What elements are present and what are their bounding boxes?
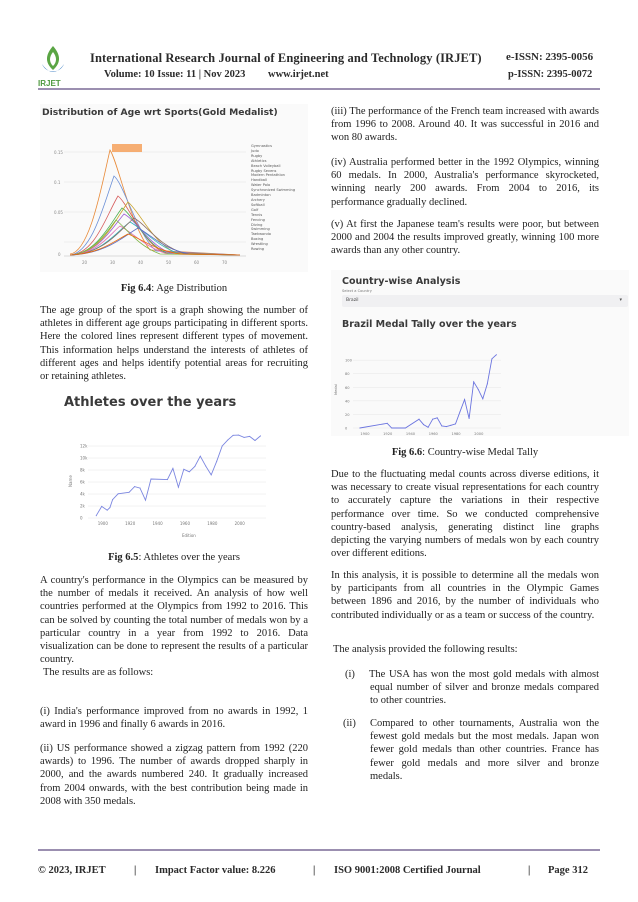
brazil-data-point <box>469 418 470 419</box>
brazil-ytick: 0 <box>345 426 348 431</box>
svg-text:70: 70 <box>222 260 228 265</box>
brazil-data-point <box>387 423 388 424</box>
fig-6-6-caption: Fig 6.6: Country-wise Medal Tally <box>391 447 539 458</box>
paragraph: (iii) The performance of the French team increased with awards from 1996 to 2008. Around 40. It was successful in 2016 and won 80 awards. <box>331 106 599 144</box>
athletes-data-point <box>211 474 212 475</box>
athletes-data-point <box>216 461 217 462</box>
svg-text:30: 30 <box>110 260 116 265</box>
paragraph: Due to the fluctuating medal counts across diverse editions, it was necessary to create visual representations for each country to accurately capture the variations in their respective performance over time. So we conducted comprehensive country-based analysis, generating distinct line graphs depicting the varying numbers of medals won by each country over different editions. <box>331 469 599 560</box>
brazil-data-point <box>437 417 438 418</box>
brazil-data-point <box>428 427 429 428</box>
fig-6-5-xlabel: Edition <box>182 533 196 538</box>
brazil-data-point <box>359 428 360 429</box>
brazil-ytick: 20 <box>345 412 350 417</box>
fig-6-5-ylabel: Name <box>68 475 73 487</box>
legend-item: Swimming <box>251 227 270 232</box>
athletes-ytick: 8k <box>80 467 85 473</box>
athletes-ytick: 4k <box>80 491 85 497</box>
paragraph: The analysis provided the following results: <box>333 644 518 655</box>
list-item: Compared to other tournaments, Australia won the fewest gold medals but the most medals. Japan won fewer gold medals than other countries. France has fewer gold medals and more silver and bronze medals. <box>370 718 599 782</box>
legend-item: Tennis <box>251 212 263 217</box>
athletes-ytick: 0 <box>80 515 83 521</box>
paragraph: The results are as follows: <box>43 667 154 678</box>
brazil-data-point <box>496 354 497 355</box>
brazil-xtick: 1920 <box>383 432 393 436</box>
athletes-data-point <box>249 436 250 437</box>
pissn: p-ISSN: 2395-0072 <box>508 69 593 80</box>
brazil-data-point <box>491 358 492 359</box>
fig-6-5-image <box>40 392 308 542</box>
athletes-data-point <box>150 479 151 480</box>
brazil-xtick: 1900 <box>360 432 370 436</box>
brazil-data-point <box>450 425 451 426</box>
chevron-down-icon: ▾ <box>619 298 622 303</box>
legend-item: Handball <box>251 178 267 183</box>
brazil-data-point <box>419 419 420 420</box>
athletes-data-point <box>183 469 184 470</box>
paragraph: (iv) Australia performed better in the 1992 Olympics, winning 60 medals. In 2000, Australia's performance skyrocketed, winning nearly 200 awards. From 2004 to 2016, its performance gradually declined. <box>331 157 599 208</box>
brazil-data-point <box>391 428 392 429</box>
athletes-data-point <box>129 492 130 493</box>
paragraph: (v) At first the Japanese team's results were poor, but between 2000 and 2004 the results improved greatly, winning 100 more awards than any other country. <box>331 219 599 257</box>
brazil-data-point <box>482 398 483 399</box>
brazil-data-point <box>432 419 433 420</box>
journal-title: International Research Journal of Engineering and Technology (IRJET) <box>90 51 482 65</box>
fig-6-6-chart-title: Brazil Medal Tally over the years <box>342 319 517 330</box>
athletes-data-point <box>233 435 234 436</box>
athletes-data-point <box>244 437 245 438</box>
paragraph: A country's performance in the Olympics can be measured by the number of medals it received. An analysis of how well countries performed at the Olympics from 1992 to 2016. This can be solved by counting the total number of medals won by a particular country in a year from 1992 to 2016. Data visualization can be done to represent the results of a particular country. <box>40 575 308 666</box>
athletes-series-line <box>96 435 260 516</box>
legend-item: Wrestling <box>251 242 268 247</box>
athletes-ytick: 6k <box>80 479 85 485</box>
athletes-xtick: 1960 <box>179 521 191 526</box>
svg-text:0.15: 0.15 <box>54 150 63 155</box>
athletes-xtick: 1980 <box>207 521 218 526</box>
fig-6-6-title: Country-wise Analysis <box>342 276 461 287</box>
irjet-logo <box>38 44 68 84</box>
legend-item: Golf <box>251 207 259 212</box>
brazil-data-point <box>400 428 401 429</box>
footer-separator: | <box>134 865 137 876</box>
list-item-number: (ii) <box>343 718 356 729</box>
brazil-ytick: 40 <box>345 399 350 404</box>
athletes-data-point <box>140 488 141 489</box>
fig-6-4-legend <box>251 144 307 252</box>
brazil-xtick: 1980 <box>451 432 461 436</box>
athletes-data-point <box>255 440 256 441</box>
legend-item: Modern Pentathlon <box>251 173 285 178</box>
brazil-data-point <box>464 399 465 400</box>
website: www.irjet.net <box>268 69 329 80</box>
athletes-data-point <box>172 468 173 469</box>
brazil-ytick: 100 <box>345 358 352 363</box>
country-select-value: Brazil <box>346 298 359 303</box>
brazil-data-point <box>396 428 397 429</box>
brazil-data-point <box>441 425 442 426</box>
footer-copyright: © 2023, IRJET <box>38 865 106 876</box>
legend-item: Fencing <box>251 217 265 222</box>
brazil-xtick: 2000 <box>474 432 484 436</box>
athletes-data-point <box>145 500 146 501</box>
legend-item: Synchronized Swimming <box>251 188 296 193</box>
brazil-data-point <box>423 424 424 425</box>
athletes-data-point <box>205 466 206 467</box>
legend-item: Judo <box>251 148 259 153</box>
paragraph: (i) India's performance improved from no awards in 1992, 1 award in 1996 and finally 6 awards in 2016. <box>40 706 308 731</box>
brazil-data-point <box>446 426 447 427</box>
athletes-xtick: 1920 <box>125 521 136 526</box>
athletes-chart <box>40 392 308 542</box>
fig-6-4-image <box>40 104 308 272</box>
legend-item: Beach Volleyball <box>251 163 281 168</box>
brazil-series-line <box>360 355 497 428</box>
athletes-data-point <box>189 471 190 472</box>
footer-separator: | <box>313 865 316 876</box>
athletes-xtick: 1940 <box>152 521 163 526</box>
svg-text:40: 40 <box>138 260 144 265</box>
legend-item: Boxing <box>251 237 264 242</box>
fig-6-5-caption: Fig 6.5: Athletes over the years <box>108 552 240 563</box>
brazil-data-point <box>455 423 456 424</box>
legend-item: Archery <box>251 197 265 202</box>
brazil-data-point <box>478 389 479 390</box>
athletes-data-point <box>101 506 102 507</box>
legend-item: Badminton <box>251 193 271 198</box>
footer-page: Page 312 <box>548 865 588 876</box>
athletes-xtick: 2000 <box>234 521 245 526</box>
list-item-number: (i) <box>345 669 355 680</box>
logo-text: IRJET <box>38 79 61 88</box>
list-item: The USA has won the most gold medals with almost equal number of silver and bronze medals compared to other countries. <box>369 669 599 707</box>
paragraph: (ii) US performance showed a zigzag pattern from 1992 (220 awards) to 1996. The number of awards dropped sharply in 2000, and the awards numbered 240. It gradually increased from 2004 onwards, with the best contribution being made in 2008 with 350 medals. <box>40 743 308 807</box>
legend-item: Softball <box>251 202 265 207</box>
legend-item: Rugby Sevens <box>251 168 277 173</box>
fig-6-6-ylabel: Medal <box>334 384 338 395</box>
athletes-data-point <box>167 479 168 480</box>
select-label: Select a Country <box>342 289 372 293</box>
legend-item: Diving <box>251 222 263 227</box>
fig-6-6-image <box>331 270 629 436</box>
fig-6-4-title: Distribution of Age wrt Sports(Gold Medalist) <box>42 107 278 118</box>
athletes-data-point <box>227 440 228 441</box>
header-rule <box>38 88 600 90</box>
svg-text:0.1: 0.1 <box>54 180 61 185</box>
athletes-ytick: 10k <box>80 455 88 461</box>
svg-text:50: 50 <box>166 260 172 265</box>
athletes-ytick: 12k <box>80 443 88 449</box>
volume-issue: Volume: 10 Issue: 11 | Nov 2023 <box>104 69 246 80</box>
brazil-medal-chart <box>331 270 629 436</box>
paragraph: In this analysis, it is possible to determine all the medals won by participants from all countries in the Olympic Games between 1896 and 2016, by the number of individuals who contributed individually or as a team or success of the country. <box>331 570 599 621</box>
fig-6-5-title: Athletes over the years <box>64 395 237 410</box>
athletes-data-point <box>260 435 261 436</box>
legend-item: Rugby <box>251 153 263 158</box>
footer-rule <box>38 849 600 851</box>
svg-text:0: 0 <box>58 252 61 257</box>
athletes-data-point <box>222 446 223 447</box>
athletes-data-point <box>107 510 108 511</box>
athletes-data-point <box>194 466 195 467</box>
eissn: e-ISSN: 2395-0056 <box>506 51 594 63</box>
svg-text:0.05: 0.05 <box>54 210 63 215</box>
legend-item: Rowing <box>251 247 265 252</box>
brazil-xtick: 1960 <box>428 432 438 436</box>
brazil-data-point <box>460 411 461 412</box>
brazil-ytick: 60 <box>345 385 350 390</box>
paragraph: The age group of the sport is a graph showing the number of athletes in different age groups participating in different sports. Here the colored lines represent different types of movement. This information helps understand the interests of athletes of different ages and helps identify potential areas for recruiting or retaining athletes. <box>40 305 308 383</box>
brazil-xtick: 1940 <box>405 432 416 436</box>
svg-text:20: 20 <box>82 260 88 265</box>
athletes-data-point <box>109 507 110 508</box>
fig-6-4-caption: Fig 6.4: Age Distribution <box>120 283 228 294</box>
brazil-data-point <box>473 381 474 382</box>
athletes-data-point <box>238 435 239 436</box>
legend-item: Athletics <box>251 158 267 163</box>
footer-iso: ISO 9001:2008 Certified Journal <box>334 865 481 876</box>
athletes-data-point <box>178 487 179 488</box>
athletes-data-point <box>96 515 97 516</box>
athletes-ytick: 2k <box>80 503 85 509</box>
legend-item: Taekwondo <box>251 232 271 237</box>
brazil-ytick: 80 <box>345 372 350 377</box>
athletes-data-point <box>118 493 119 494</box>
footer-impact: Impact Factor value: 8.226 <box>155 865 276 876</box>
athletes-data-point <box>112 499 113 500</box>
brazil-data-point <box>487 383 488 384</box>
legend-item: Water Polo <box>251 183 271 188</box>
athletes-xtick: 1900 <box>97 521 108 526</box>
svg-text:60: 60 <box>194 260 200 265</box>
athletes-data-point <box>134 486 135 487</box>
legend-item: Gymnastics <box>251 144 273 148</box>
athletes-data-point <box>200 456 201 457</box>
footer-separator: | <box>528 865 531 876</box>
brazil-data-point <box>405 428 406 429</box>
